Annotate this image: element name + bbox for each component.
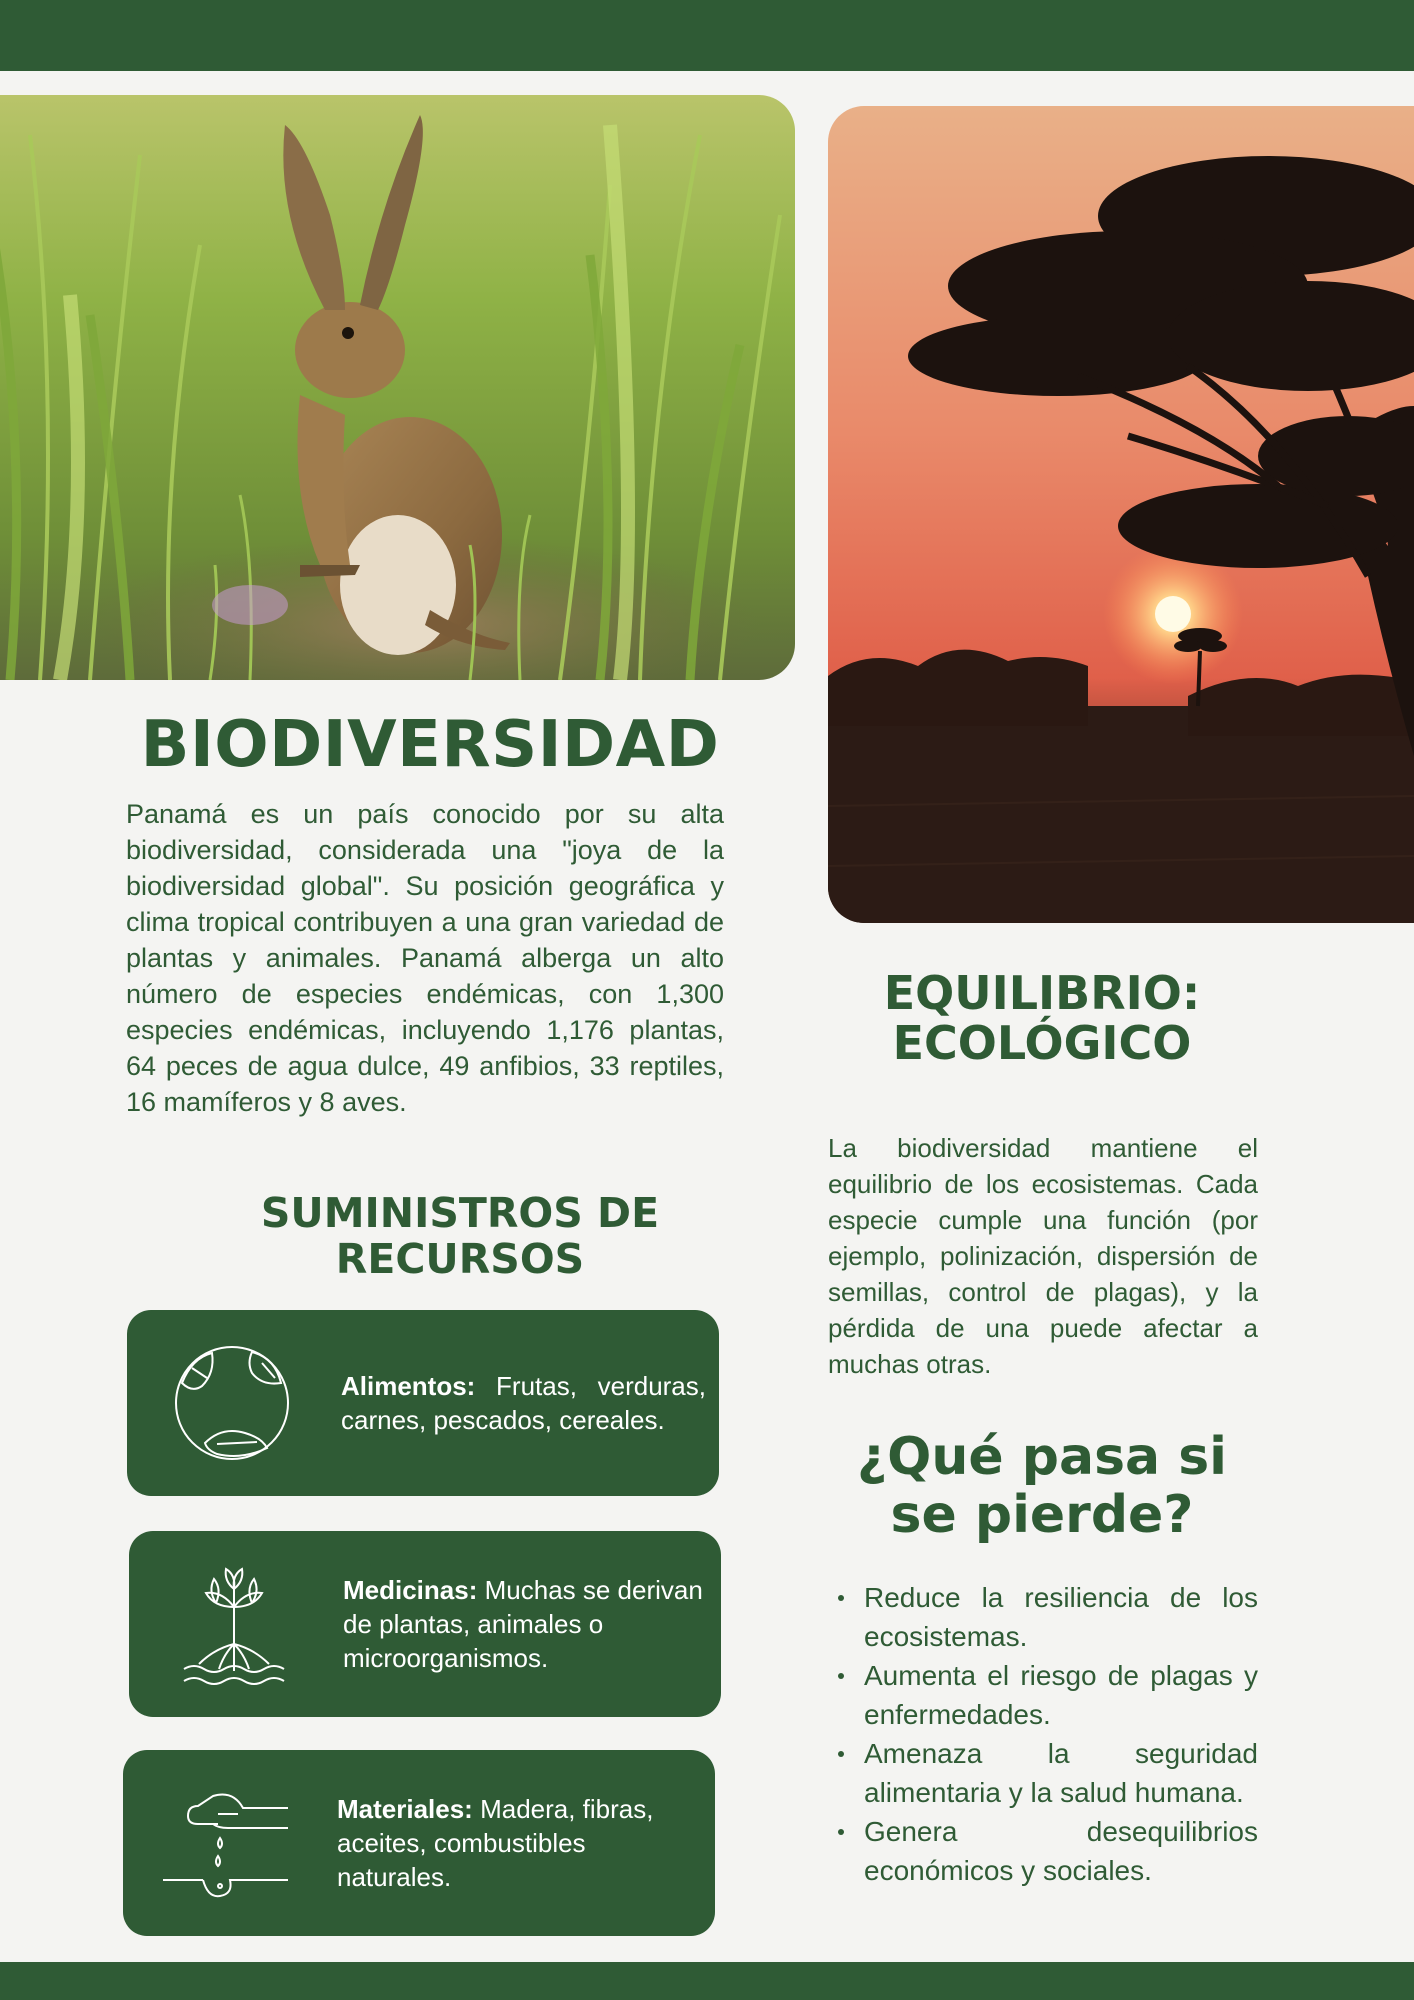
- resource-card-food: [127, 1310, 719, 1496]
- list-item: Amenaza la seguridad alimentaria y la salud humana.: [864, 1734, 1258, 1812]
- intro-paragraph: Panamá es un país conocido por su alta biodiversidad, considerada una "joya de la biodiversidad global". Su posición geográfica y clima tropical contribuyen a una gran variedad de plantas y animales. Panamá alberga un alto número de especies endémicas, con 1,300 especies endémicas, incluyendo 1,176 plantas, 64 peces de agua dulce, 49 anfibios, 33 reptiles, 16 mamíferos y 8 aves.: [126, 799, 724, 1117]
- resource-card-materials: [123, 1750, 715, 1936]
- top-band: [0, 0, 1414, 71]
- balance-paragraph: La biodiversidad mantiene el equilibrio de los ecosistemas. Cada especie cumple una función (por ejemplo, polinización, dispersión de semillas, control de plagas), y la pérdida de una puede afectar a muchas otras.: [828, 1133, 1258, 1379]
- list-item: Genera desequilibrios económicos y sociales.: [864, 1812, 1258, 1890]
- globe-leaves-icon: [127, 1310, 337, 1496]
- card-label: Medicinas:: [343, 1575, 478, 1605]
- plant-roots-icon: [129, 1531, 339, 1717]
- hand-drops-icon: [123, 1750, 333, 1936]
- page-title: BIODIVERSIDAD: [140, 708, 720, 782]
- list-item: Aumenta el riesgo de plagas y enfermedades.: [864, 1656, 1258, 1734]
- card-label: Materiales:: [337, 1794, 473, 1824]
- loss-title: ¿Qué pasa si se pierde?: [857, 1427, 1227, 1545]
- bottom-band: [0, 1962, 1414, 2000]
- card-description: Madera, fibras, aceites, combustibles naturales.: [337, 1794, 654, 1892]
- supplies-title: SUMINISTROS DE RECURSOS: [260, 1189, 660, 1283]
- card-description: Frutas, verduras, carnes, pescados, cereales.: [341, 1371, 706, 1435]
- hare-photo: [0, 95, 795, 680]
- card-label: Alimentos:: [341, 1371, 476, 1401]
- balance-title: EQUILIBRIO: ECOLÓGICO: [883, 966, 1201, 1070]
- card-description: Muchas se derivan de plantas, animales o microorganismos.: [343, 1575, 703, 1673]
- sunset-photo: [828, 106, 1414, 923]
- list-item: Reduce la resiliencia de los ecosistemas.: [864, 1578, 1258, 1656]
- resource-card-medicine: [129, 1531, 721, 1717]
- loss-list: [828, 1578, 1258, 1890]
